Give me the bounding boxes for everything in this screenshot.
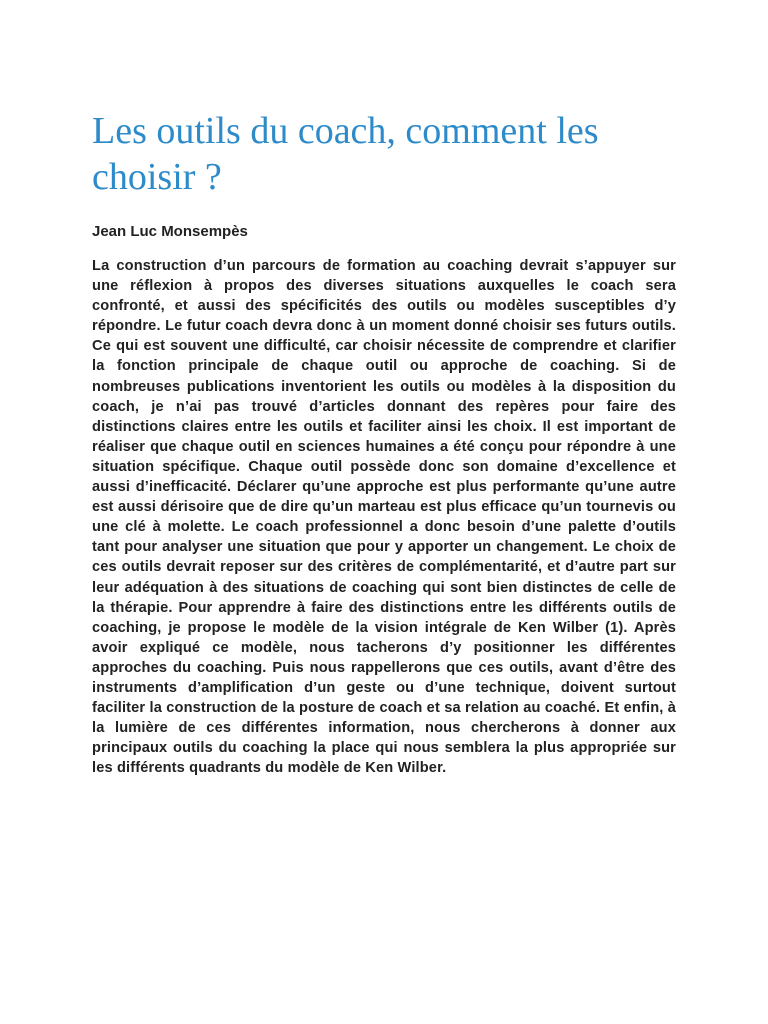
document-page xyxy=(92,108,676,778)
body-paragraph: La construction d’un parcours de formation au coaching devrait s’appuyer sur une réflexion à propos des diverses situations auxquelles le coach sera confronté, et aussi des spécificités des outils ou modèles susceptibles d’y répondre. Le futur coach devra donc à un moment donné choisir ses futurs outils. Ce qui est souvent une difficulté, car choisir nécessite de comprendre et clarifier la fonction principale de chaque outil ou approche de coaching. Si de nombreuses publications inventorient les outils ou modèles à la disposition du coach, je n’ai pas trouvé d’articles donnant des repères pour faire des distinctions claires entre les outils et faciliter ainsi les choix. Il est important de réaliser que chaque outil en sciences humaines a été conçu pour répondre à une situation spécifique. Chaque outil possède donc son domaine d’excellence et aussi d’inefficacité. Déclarer qu’une approche est plus performante qu’une autre est aussi dérisoire que de dire qu’un marteau est plus efficace qu’un tournevis ou une clé à molette. Le coach professionnel a donc besoin d’une palette d’outils tant pour analyser une situation que pour y apporter un changement. Le choix de ces outils devrait reposer sur des critères de complémentarité, et d’autre part sur leur adéquation à des situations de coaching qui sont bien distinctes de celle de la thérapie. Pour apprendre à faire des distinctions entre les différents outils de coaching, je propose le modèle de la vision intégrale de Ken Wilber (1). Après avoir expliqué ce modèle, nous tacherons d’y positionner les différentes approches du coaching. Puis nous rappellerons que ces outils, avant d’être des instruments d’amplification d’un geste ou d’une technique, doivent surtout faciliter la construction de la posture de coach et sa relation au coaché. Et enfin, à la lumière de ces différentes information, nous chercherons à donner aux principaux outils du coaching la place qui nous semblera la plus appropriée sur les différents quadrants du modèle de Ken Wilber. xyxy=(92,258,676,777)
document-title: Les outils du coach, comment les choisir ? xyxy=(92,110,599,198)
author-name: Jean Luc Monsempès xyxy=(92,223,248,240)
